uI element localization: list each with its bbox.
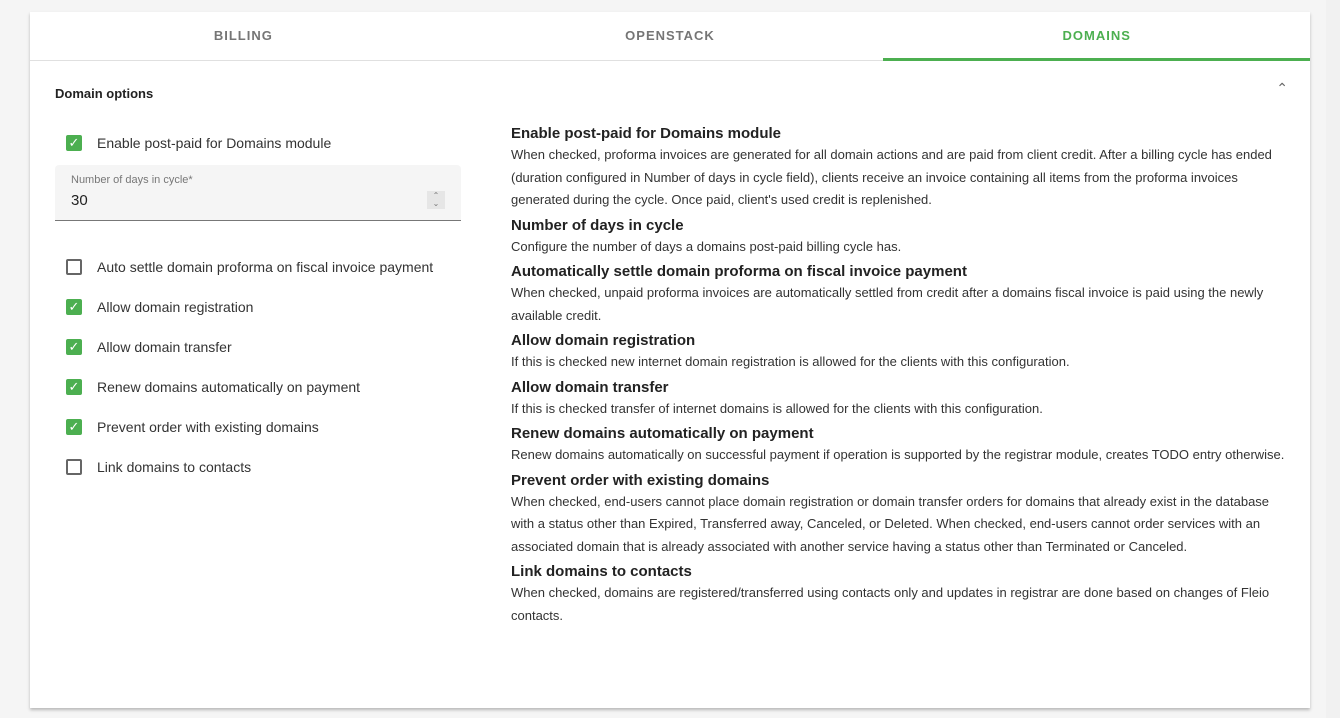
help-title: Enable post-paid for Domains module [511,125,782,142]
help-text: When checked, unpaid proforma invoices are automatically settled from credit after a domains fiscal invoice is paid using the newly available credit. [511,285,1264,323]
checkbox-allow-registration[interactable] [66,299,253,315]
help-text: When checked, end-users cannot place domain registration or domain transfer orders for domains that already exist in the database with a status other than Expired, Transferred away, Canceled, or Deleted. When checked, end-users cannot order services with an associated domain that is already associated with another service having a status other than Terminated or Canceled. [511,493,1270,554]
chevron-up-icon[interactable]: ⌃ [1276,80,1288,96]
checkbox-label: Prevent order with existing domains [97,419,319,435]
help-title: Allow domain registration [511,332,696,349]
help-title: Prevent order with existing domains [511,471,770,489]
tab-bar [30,12,1310,61]
section-title: Domain options [55,86,154,101]
checkbox-icon[interactable]: ✓ [66,339,82,355]
checkbox-postpaid[interactable] [66,135,331,151]
checkbox-link-contacts[interactable] [66,459,251,475]
help-text: If this is checked new internet domain registration is allowed for the clients with this configuration. [511,354,1070,369]
tab-billing[interactable]: BILLING [213,28,273,43]
help-title: Automatically settle domain proforma on fiscal invoice payment [511,263,967,280]
checkbox-icon[interactable]: ✓ [66,135,82,151]
checkbox-label: Link domains to contacts [97,459,252,475]
help-title: Link domains to contacts [511,563,692,580]
days-in-cycle-input[interactable] [55,165,461,221]
tab-domains[interactable]: DOMAINS [883,12,1310,60]
checkbox-renew-auto[interactable] [66,379,360,395]
stepper-icon[interactable]: ⌃ ⌄ [427,191,445,209]
checkbox-icon[interactable]: ✓ [66,299,82,315]
checkbox-label: Renew domains automatically on payment [97,379,361,395]
help-panel [511,124,1291,631]
checkbox-label: Allow domain registration [97,299,254,315]
help-title: Renew domains automatically on payment [511,425,814,442]
field-label: Number of days in cycle* [71,174,193,186]
settings-card [30,12,1310,708]
tab-openstack[interactable]: OPENSTACK [625,28,715,43]
checkbox-label: Auto settle domain proforma on fiscal invoice payment [97,259,434,275]
scrollbar[interactable] [1326,0,1340,718]
checkbox-icon[interactable]: ✓ [66,419,82,435]
help-title: Number of days in cycle [511,216,684,234]
checkbox-allow-transfer[interactable] [66,339,232,355]
checkbox-icon[interactable]: ✓ [66,379,82,395]
checkbox-prevent-order[interactable] [66,419,319,435]
checkbox-icon[interactable] [66,259,82,275]
checkbox-label: Enable post-paid for Domains module [97,135,332,151]
checkbox-label: Allow domain transfer [97,339,232,355]
help-text: Renew domains automatically on successful payment if operation is supported by the registrar module, creates TODO entry otherwise. [511,447,1285,462]
help-text: If this is checked transfer of internet domains is allowed for the clients with this configuration. [511,400,1043,416]
field-value[interactable]: 30 [71,192,88,209]
checkbox-auto-settle[interactable] [66,259,433,275]
help-text: Configure the number of days a domains post-paid billing cycle has. [511,238,902,254]
help-text: When checked, domains are registered/transferred using contacts only and updates in registrar are done based on changes of Fleio contacts. [511,585,1270,623]
help-text: When checked, proforma invoices are generated for all domain actions and are paid from client credit. After a billing cycle has ended (duration configured in Number of days in cycle field), clients receive an invoice containing all items from the proforma invoices generated during the cycle. Once paid, client's used credit is replenished. [511,147,1272,207]
checkbox-icon[interactable] [66,459,82,475]
help-title: Allow domain transfer [511,378,669,396]
